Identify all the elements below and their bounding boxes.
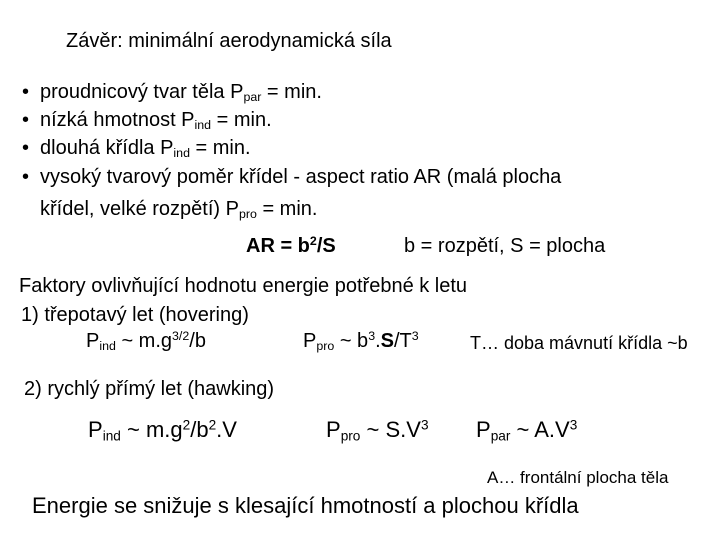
subscript: ind [102, 428, 121, 444]
formula-text: ~ S.V [360, 417, 421, 442]
formula-text: P [88, 417, 103, 442]
formula-text: /b [190, 417, 209, 442]
bullet-text: vysoký tvarový poměr křídel - aspect ratio AR (malá plocha [40, 166, 562, 188]
hovering-heading: 1) třepotavý let (hovering) [21, 304, 249, 326]
superscript: 3 [368, 329, 376, 344]
bullet-text: křídel, velké rozpětí) P [40, 198, 239, 220]
bullet-item-continuation [40, 198, 318, 222]
formula-text: P [86, 330, 100, 352]
formula-text: P [303, 330, 317, 352]
subscript: ind [173, 146, 190, 161]
bullet-text: = min. [189, 137, 251, 159]
formula-text: ~ m.g [115, 330, 173, 352]
bullet-text: dlouhá křídla P [40, 137, 174, 159]
slide-title: Závěr: minimální aerodynamická síla [66, 30, 392, 52]
subscript: ind [194, 118, 212, 133]
bullet-marker: • [22, 81, 30, 103]
formula-text: . [375, 330, 381, 352]
superscript: 3/2 [172, 329, 190, 344]
hovering-note: T… doba mávnutí křídla ~b [470, 333, 688, 353]
subscript: pro [340, 428, 361, 444]
bullet-text: = min. [261, 81, 322, 103]
formula-text: /T [394, 330, 412, 352]
bullet-text: = min. [256, 198, 318, 220]
formula-text: P [326, 417, 341, 442]
hawking-note: A… frontální plocha těla [487, 468, 669, 487]
bullet-text: proudnicový tvar těla P [40, 81, 244, 103]
superscript: 3 [411, 329, 419, 344]
hawking-formula-ppar [476, 417, 578, 444]
hovering-formula-pind [86, 329, 206, 354]
bullet-item [40, 167, 561, 187]
subscript: pro [238, 207, 257, 222]
factors-heading: Faktory ovlivňující hodnotu energie potřebné k letu [19, 275, 468, 297]
hawking-heading: 2) rychlý přímý let (hawking) [24, 378, 275, 400]
formula-text: /S [316, 235, 336, 257]
formula-text: P [476, 417, 491, 442]
formula-text-bold: S [380, 330, 394, 352]
hawking-formula-pind [88, 417, 237, 444]
ar-formula [246, 236, 336, 256]
bullet-text: = min. [211, 109, 272, 131]
bullet-item [40, 81, 322, 105]
formula-text: ~ A.V [510, 417, 570, 442]
bullet-item [40, 109, 272, 133]
bullet-item [40, 137, 251, 161]
ar-note: b = rozpětí, S = plocha [404, 235, 606, 257]
superscript: 2 [182, 417, 191, 433]
subscript: ind [99, 339, 116, 354]
subscript: par [243, 90, 262, 105]
formula-text: ~ m.g [120, 417, 183, 442]
bullet-marker: • [22, 137, 30, 159]
bullet-text: nízká hmotnost P [40, 109, 195, 131]
formula-text: AR = b [246, 235, 310, 257]
bullet-marker: • [22, 109, 30, 131]
formula-text: .V [216, 417, 237, 442]
formula-text: ~ b [334, 330, 369, 352]
superscript: 3 [569, 417, 578, 433]
superscript: 2 [309, 234, 317, 249]
bullet-marker: • [22, 166, 30, 188]
subscript: pro [316, 339, 335, 354]
formula-text: /b [189, 330, 206, 352]
subscript: par [490, 428, 511, 444]
superscript: 3 [420, 417, 429, 433]
conclusion: Energie se snižuje s klesající hmotností a plochou křídla [32, 493, 579, 518]
superscript: 2 [208, 417, 217, 433]
hovering-formula-ppro [303, 329, 419, 354]
hawking-formula-ppro [326, 417, 429, 444]
